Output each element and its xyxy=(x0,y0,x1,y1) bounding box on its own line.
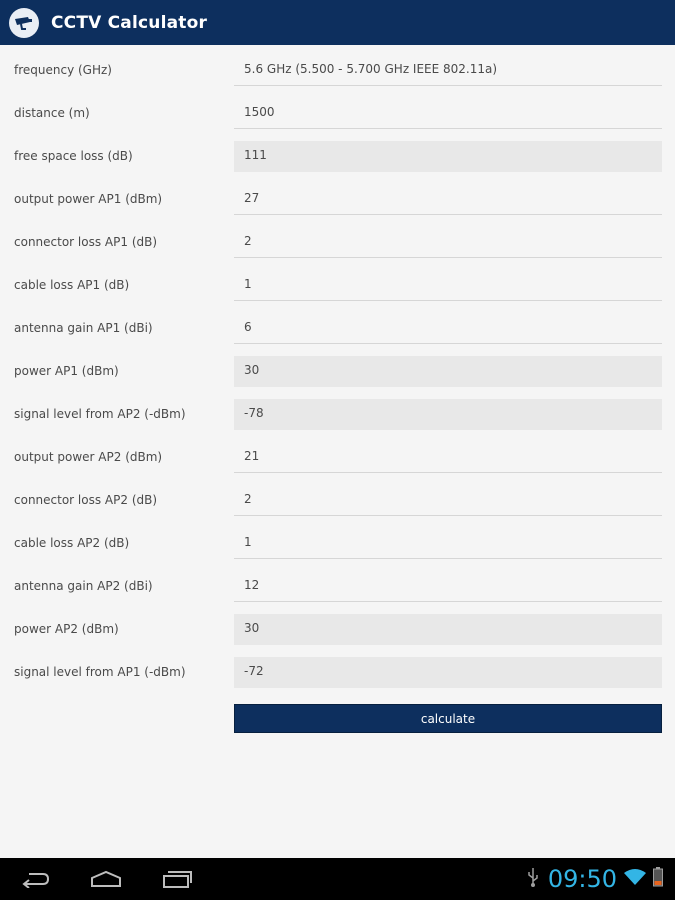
battery-icon xyxy=(653,867,663,891)
power-ap2-label: power AP2 (dBm) xyxy=(14,622,119,636)
recent-apps-icon[interactable] xyxy=(155,866,199,892)
wifi-icon xyxy=(623,868,647,890)
row-connector-loss-ap2 xyxy=(0,479,675,522)
row-signal-from-ap2 xyxy=(0,393,675,436)
row-frequency xyxy=(0,49,675,92)
cable-loss-ap2-input[interactable]: 1 xyxy=(234,528,662,559)
free-space-loss-label: free space loss (dB) xyxy=(14,149,133,163)
power-ap2-output: 30 xyxy=(234,614,662,645)
free-space-loss-output: 111 xyxy=(234,141,662,172)
cable-loss-ap1-input[interactable]: 1 xyxy=(234,270,662,301)
output-power-ap2-label: output power AP2 (dBm) xyxy=(14,450,163,464)
row-antenna-gain-ap2 xyxy=(0,565,675,608)
distance-input[interactable]: 1500 xyxy=(234,98,662,129)
output-power-ap1-label: output power AP1 (dBm) xyxy=(14,192,163,206)
cable-loss-ap2-label: cable loss AP2 (dB) xyxy=(14,536,130,550)
row-antenna-gain-ap1 xyxy=(0,307,675,350)
row-free-space-loss xyxy=(0,135,675,178)
power-ap1-label: power AP1 (dBm) xyxy=(14,364,119,378)
calculate-button[interactable]: calculate xyxy=(234,704,662,733)
row-connector-loss-ap1 xyxy=(0,221,675,264)
antenna-gain-ap2-label: antenna gain AP2 (dBi) xyxy=(14,579,153,593)
usb-icon xyxy=(526,867,540,891)
signal-from-ap2-label: signal level from AP2 (-dBm) xyxy=(14,407,186,421)
signal-from-ap1-label: signal level from AP1 (-dBm) xyxy=(14,665,186,679)
status-area xyxy=(526,864,663,894)
row-distance xyxy=(0,92,675,135)
calculator-form xyxy=(0,49,675,694)
row-cable-loss-ap1 xyxy=(0,264,675,307)
row-output-power-ap1 xyxy=(0,178,675,221)
distance-label: distance (m) xyxy=(14,106,90,120)
antenna-gain-ap1-input[interactable]: 6 xyxy=(234,313,662,344)
output-power-ap2-input[interactable]: 21 xyxy=(234,442,662,473)
power-ap1-output: 30 xyxy=(234,356,662,387)
app-title: CCTV Calculator xyxy=(51,12,208,33)
back-icon[interactable] xyxy=(14,866,58,892)
connector-loss-ap2-input[interactable]: 2 xyxy=(234,485,662,516)
connector-loss-ap1-label: connector loss AP1 (dB) xyxy=(14,235,158,249)
action-bar xyxy=(0,0,675,45)
antenna-gain-ap2-input[interactable]: 12 xyxy=(234,571,662,602)
row-power-ap1 xyxy=(0,350,675,393)
frequency-label: frequency (GHz) xyxy=(14,63,112,77)
frequency-select[interactable]: 5.6 GHz (5.500 - 5.700 GHz IEEE 802.11a) xyxy=(234,55,662,86)
row-output-power-ap2 xyxy=(0,436,675,479)
signal-from-ap2-output: -78 xyxy=(234,399,662,430)
signal-from-ap1-output: -72 xyxy=(234,657,662,688)
row-signal-from-ap1 xyxy=(0,651,675,694)
row-cable-loss-ap2 xyxy=(0,522,675,565)
connector-loss-ap2-label: connector loss AP2 (dB) xyxy=(14,493,158,507)
cable-loss-ap1-label: cable loss AP1 (dB) xyxy=(14,278,130,292)
system-nav-bar xyxy=(0,858,675,900)
connector-loss-ap1-input[interactable]: 2 xyxy=(234,227,662,258)
cctv-camera-icon[interactable] xyxy=(9,8,39,38)
clock: 09:50 xyxy=(547,865,617,893)
antenna-gain-ap1-label: antenna gain AP1 (dBi) xyxy=(14,321,153,335)
output-power-ap1-input[interactable]: 27 xyxy=(234,184,662,215)
home-icon[interactable] xyxy=(84,866,128,892)
row-power-ap2 xyxy=(0,608,675,651)
